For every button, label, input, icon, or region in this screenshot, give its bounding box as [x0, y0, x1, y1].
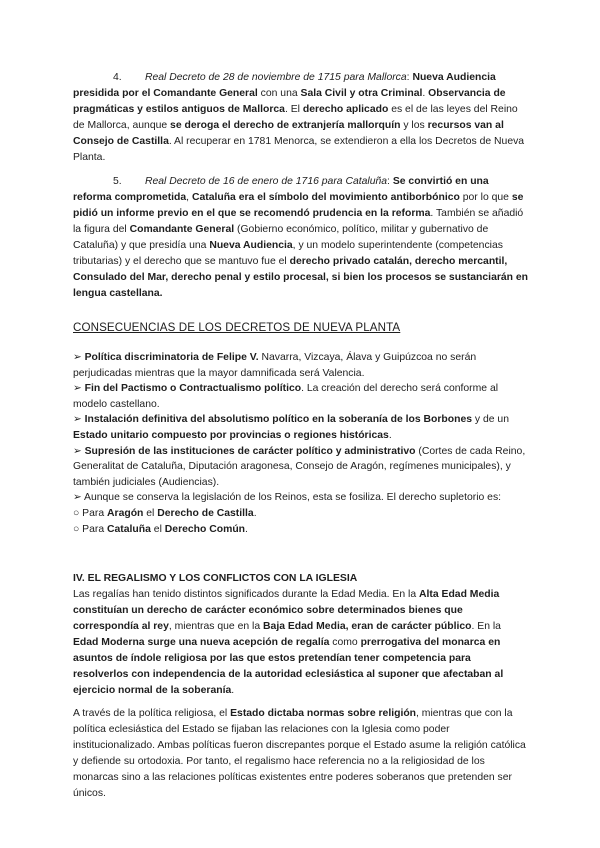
item-4-number: 4. [113, 72, 122, 83]
p1-bold-1: Alta Edad Media constituían un derecho de carácter económico sobre determinados bienes que correspondía al rey [73, 589, 500, 632]
p1-bold-3: Edad Moderna surge una nueva acepción de regalía [73, 637, 330, 648]
item-4-text-5: y los [400, 120, 428, 131]
p1-bold-2: Baja Edad Media, eran de carácter público [263, 621, 472, 632]
regalismo-title: IV. EL REGALISMO Y LOS CONFLICTOS CON LA IGLESIA [73, 573, 358, 584]
regalismo-paragraph-1 [73, 587, 529, 699]
p1-bold-4: prerrogativa del monarca en asuntos de índole religiosa por las que estos pretendían tener competencia para resolverlos con independencia de la autoridad eclesiástica al suponer que afectaban al ejercicio normal de la soberanía [73, 637, 504, 696]
sub-list-item [73, 522, 529, 538]
c4-bold: Supresión de las instituciones de carácter político y administrativo [84, 445, 416, 457]
item-5-text-2: por lo que [459, 192, 512, 203]
c2-bold: Fin del Pactismo o Contractualismo político [84, 383, 302, 395]
c3-bold-1: Instalación definitiva del absolutismo político en la soberanía de los Borbones [84, 414, 473, 426]
item-4-text-1: con una [257, 88, 301, 99]
consecuencias-title: CONSECUENCIAS DE LOS DECRETOS DE NUEVA PLANTA [73, 321, 401, 334]
item-5-bold-4: Comandante General [129, 224, 235, 235]
s2-text-2: el [150, 523, 165, 535]
c1-bold: Política discriminatoria de Felipe V. [84, 352, 259, 363]
c4-text: (Cortes de cada Reino, Generalitat de Cataluña, Diputación aragonesa, Consejo de Aragón, regímenes municipales), y también judiciales (Audiencias). [73, 445, 526, 488]
p2-text-2: , mientras que con la política eclesiástica del Estado se fijaban las relaciones con la Iglesia como poder institucionalizado. Ambas políticas fueron discrepantes porque el Estado asume la religión católica y defiende su ortodoxia. Por tanto, el regalismo hace referencia no a la religiosidad de los monarcas sino a las relaciones políticas existentes entre poderes soberanos que pretenden ser únicos. [73, 708, 526, 799]
c3-text-2: . [388, 429, 392, 441]
p1-text-3: . En la [471, 621, 501, 632]
s1-text-3: . [253, 507, 257, 519]
s2-bold-1: Cataluña [107, 523, 151, 535]
item-5-bold-2: Cataluña era el símbolo del movimiento antiborbónico [191, 192, 460, 203]
p1-text-5: . [231, 685, 235, 696]
item-4-bold-5: se deroga el derecho de extranjería mallorquín [170, 120, 401, 131]
circle-bullet-icon: ○ [73, 523, 83, 535]
item-5-bold-6: derecho privado catalán, derecho mercantil, Consulado del Mar, derecho penal y estilo procesal, si bien los procesos se sustanciarán en lengua castellana. [73, 256, 529, 299]
item-4-bold-2: Sala Civil y otra Criminal [300, 88, 423, 99]
c2-text: . La creación del derecho será conforme al modelo castellano. [73, 383, 499, 410]
item-4-text-3: . El [284, 104, 303, 115]
p1-text-1: Las regalías han tenido distintos significados durante la Edad Media. En la [73, 589, 419, 600]
c3-text: y de un [472, 414, 509, 426]
p1-text-2: , mientras que en la [168, 621, 264, 632]
s1-text-1: Para [82, 507, 108, 519]
p2-text-1: A través de la política religiosa, el [73, 708, 231, 719]
item-5-text-5: , y un modelo superintendente (competencias tributarias) y el derecho que se mantuvo fue el [73, 240, 503, 267]
s1-text-2: el [143, 507, 158, 519]
item-5-decree: Real Decreto de 16 de enero de 1716 para Cataluña [145, 176, 388, 187]
item-5-sep: : [387, 176, 393, 187]
regalismo-paragraph-2 [73, 706, 529, 802]
regalismo-section [73, 571, 529, 699]
list-item [73, 490, 529, 506]
circle-bullet-icon: ○ [73, 507, 83, 519]
item-4-sep: : [406, 72, 413, 83]
arrow-bullet-icon: ➢ [73, 492, 85, 504]
item-5-paragraph [73, 174, 529, 302]
c5-text: Aunque se conserva la legislación de los Reinos, esta se fosiliza. El derecho supletorio es: [84, 492, 502, 504]
arrow-bullet-icon: ➢ [73, 414, 85, 426]
list-item [73, 381, 529, 412]
s1-bold-2: Derecho de Castilla [157, 507, 254, 519]
sub-list-item [73, 506, 529, 522]
list-item [73, 350, 529, 381]
item-4-bold-3: Observancia de pragmáticas y estilos antiguos de Mallorca [73, 88, 506, 115]
item-5-number: 5. [113, 176, 122, 187]
item-5-text-4: (Gobierno económico, político, militar y gubernativo de Cataluña) y que presidía una [73, 224, 489, 251]
item-4-decree: Real Decreto de 28 de noviembre de 1715 para Mallorca [145, 72, 407, 83]
s2-bold-2: Derecho Común [164, 523, 246, 535]
item-4-bold-4: derecho aplicado [302, 104, 389, 115]
item-5-bold-3: se pidió un informe previo en el que se recomendó prudencia en la reforma [73, 192, 524, 219]
item-4-text-4: es el de las leyes del Reino de Mallorca, aunque [73, 104, 518, 131]
item-5-bold-1: Se convirtió en una reforma comprometida [73, 176, 489, 203]
item-4-paragraph [73, 70, 529, 166]
arrow-bullet-icon: ➢ [73, 445, 85, 457]
consecuencias-list [73, 350, 529, 537]
s2-text-1: Para [82, 523, 108, 535]
item-5-bold-5: Nueva Audiencia [209, 240, 293, 251]
list-item [73, 412, 529, 443]
p1-text-4: como [329, 637, 361, 648]
item-4-text-2: . [422, 88, 429, 99]
item-5-text-3: . También se añadió la figura del [73, 208, 524, 235]
arrow-bullet-icon: ➢ [73, 383, 85, 395]
arrow-bullet-icon: ➢ [73, 352, 85, 363]
item-4-bold-6: recursos van al Consejo de Castilla [73, 120, 504, 147]
c1-text: Navarra, Vizcaya, Álava y Guipúzcoa no serán perjudicadas mientras que la mayor damnificada será Valencia. [73, 352, 477, 379]
list-item [73, 444, 529, 491]
s2-text-3: . [245, 523, 248, 535]
item-5-text-1: , [186, 192, 192, 203]
s1-bold-1: Aragón [107, 507, 144, 519]
item-4-text-6: . Al recuperar en 1781 Menorca, se extendieron a ella los Decretos de Nueva Planta. [73, 136, 525, 163]
p2-bold-1: Estado dictaba normas sobre religión [230, 708, 417, 719]
c3-bold-2: Estado unitario compuesto por provincias o regiones históricas [73, 429, 389, 441]
item-4-bold-1: Nueva Audiencia presidida por el Comandante General [73, 72, 496, 99]
